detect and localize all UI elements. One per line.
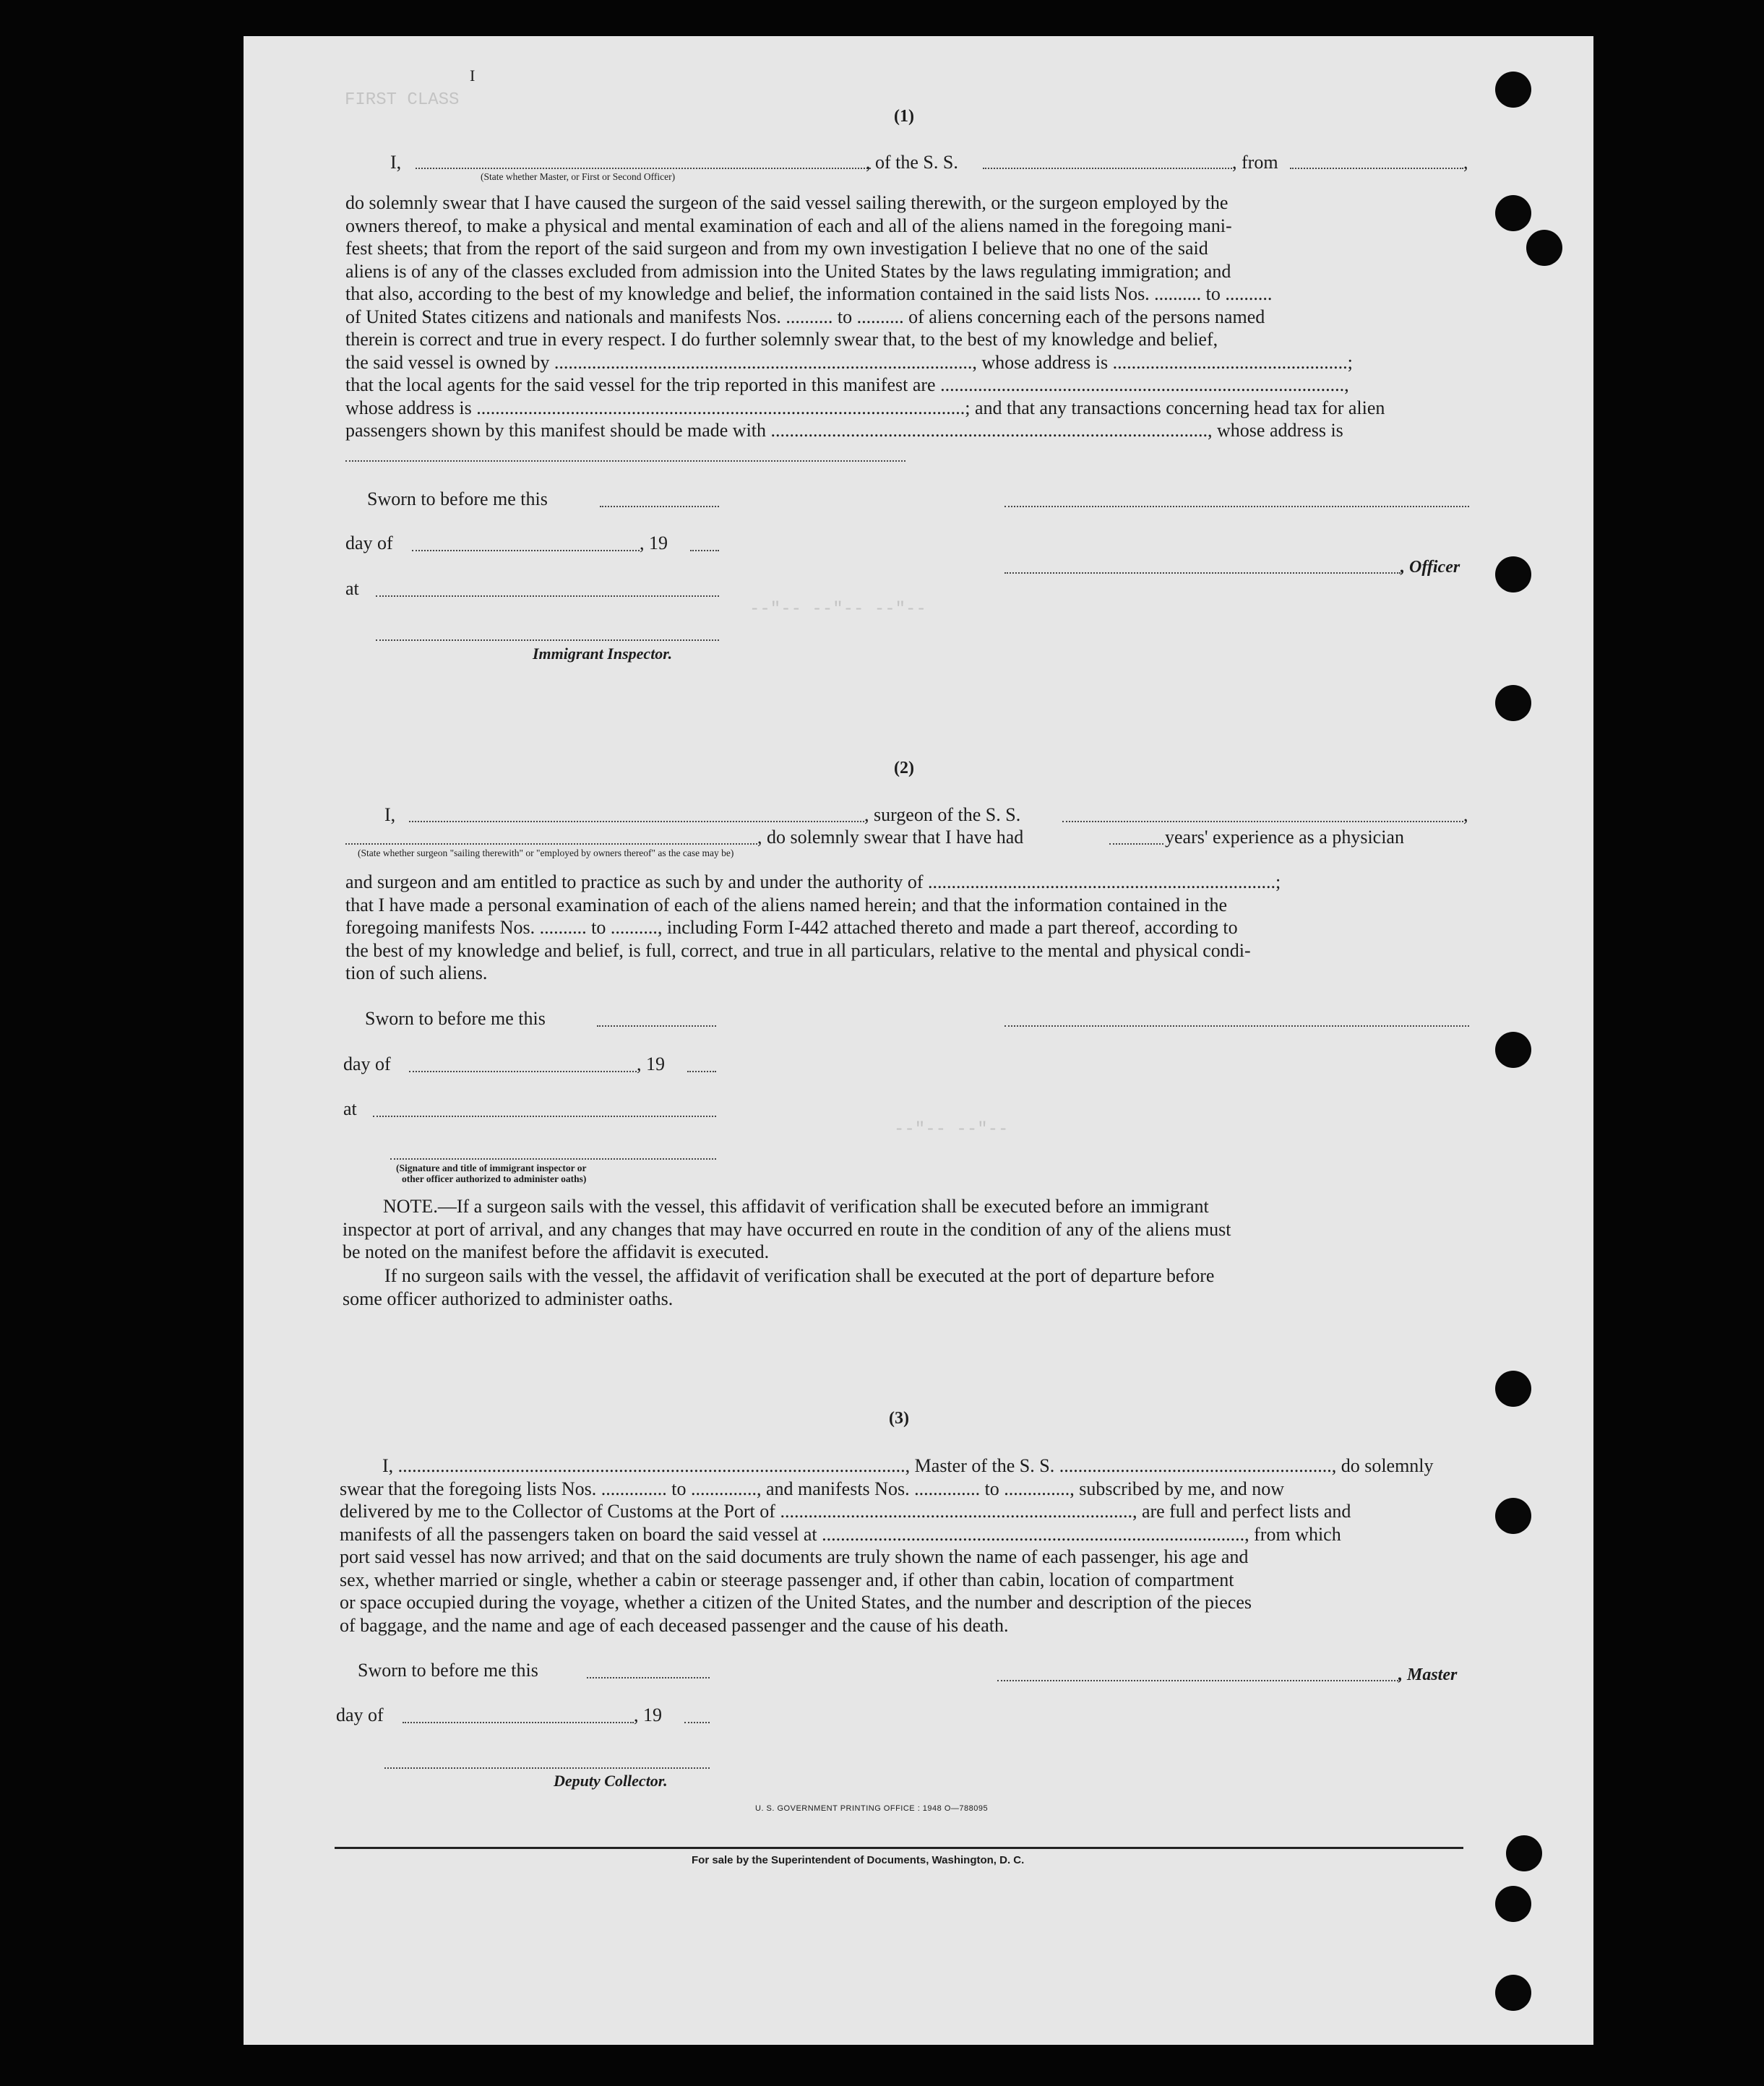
- oath-line: of United States citizens and nationals and manifests Nos. .......... to .......... of aliens concerning each of the persons named: [345, 306, 1265, 327]
- section-2-oath-text: [345, 871, 1469, 985]
- surgeon-of-label: , surgeon of the S. S.: [864, 804, 1021, 825]
- year-field[interactable]: [687, 1071, 716, 1072]
- punch-hole: [1495, 1498, 1531, 1534]
- oath-line: I, ............................................................................................................, Master of the S. S. .........................................................., do solemnly: [382, 1455, 1434, 1476]
- oath-line: or space occupied during the voyage, whether a citizen of the United States, and the number and description of the pieces: [340, 1592, 1252, 1613]
- years-experience-field[interactable]: [1109, 843, 1163, 845]
- section-1-number: (1): [894, 107, 914, 126]
- at-field[interactable]: [376, 595, 719, 597]
- oath-line: that the local agents for the said vessel for the trip reported in this manifest are ......................................................................................,: [345, 374, 1349, 395]
- inspector-signature-field[interactable]: [390, 1158, 716, 1160]
- section-1-oath-text: [345, 191, 1469, 442]
- punch-hole: [1495, 195, 1531, 231]
- corner-mark: I: [470, 66, 476, 85]
- officer-label: , Officer: [1401, 558, 1460, 577]
- head-tax-address-field[interactable]: [345, 460, 905, 462]
- sworn-date-field[interactable]: [600, 506, 719, 507]
- signature-hint: other officer authorized to administer oaths): [402, 1173, 587, 1184]
- oath-line: therein is correct and true in every respect. I do further solemnly swear that, to the best of my knowledge and belief,: [345, 329, 1218, 350]
- departure-port-field[interactable]: [1290, 168, 1463, 169]
- comma: ,: [1463, 152, 1468, 173]
- oath-line: foregoing manifests Nos. .......... to .........., including Form I-442 attached thereto and made a part thereof, according to: [345, 917, 1238, 938]
- year-label: , 19: [634, 1704, 662, 1725]
- bleed-through-text: --"-- --"--: [894, 1120, 1009, 1139]
- note-line: some officer authorized to administer oaths.: [343, 1288, 674, 1309]
- sale-footer: For sale by the Superintendent of Documents, Washington, D. C.: [692, 1854, 1025, 1866]
- oath-line: manifests of all the passengers taken on board the said vessel at .........................................................................................., from which: [340, 1523, 1341, 1545]
- punch-hole: [1495, 1886, 1531, 1922]
- collector-signature-field[interactable]: [384, 1767, 710, 1769]
- master-signature-field[interactable]: [997, 1680, 1398, 1681]
- year-field[interactable]: [684, 1722, 710, 1723]
- sworn-label: Sworn to before me this: [367, 488, 548, 509]
- surgeon-status-hint: (State whether surgeon "sailing therewith" or "employed by owners thereof" as the case may be): [358, 848, 734, 858]
- oath-line: delivered by me to the Collector of Customs at the Port of ..........................................................................., are full and perfect lists and: [340, 1501, 1351, 1522]
- at-label: at: [343, 1098, 357, 1119]
- day-of-label: day of: [336, 1704, 384, 1725]
- officer-rank-hint: (State whether Master, or First or Second Officer): [481, 171, 676, 182]
- year-field[interactable]: [690, 550, 719, 551]
- surgeon-signature-field[interactable]: [1004, 1025, 1469, 1027]
- sworn-label: Sworn to before me this: [365, 1008, 546, 1029]
- section-3-oath-text: [340, 1454, 1466, 1637]
- comma: ,: [1463, 804, 1468, 825]
- surgeon-name-field[interactable]: [409, 821, 864, 822]
- deputy-collector-label: Deputy Collector.: [554, 1772, 668, 1790]
- note-line: NOTE.—If a surgeon sails with the vessel, this affidavit of verification shall be executed before an immigrant: [383, 1196, 1209, 1217]
- oath-line: port said vessel has now arrived; and that on the said documents are truly shown the name of each passenger, his age and: [340, 1546, 1249, 1567]
- oath-line: tion of such aliens.: [345, 962, 488, 983]
- punch-hole: [1506, 1835, 1542, 1871]
- day-of-field[interactable]: [412, 550, 640, 551]
- oath-line: that I have made a personal examination of each of the aliens named herein; and that the information contained in the: [345, 894, 1228, 915]
- vessel-name-field[interactable]: [983, 168, 1232, 169]
- oath-line: of baggage, and the name and age of each deceased passenger and the cause of his death.: [340, 1614, 1009, 1636]
- punch-hole: [1495, 1371, 1531, 1407]
- year-label: , 19: [640, 533, 668, 553]
- note-line: be noted on the manifest before the affidavit is executed.: [343, 1241, 770, 1262]
- oath-line: the said vessel is owned by ........................................................................................., whose address is ..................................................;: [345, 351, 1353, 373]
- officer-name-field[interactable]: [416, 168, 871, 169]
- oath-line: that also, according to the best of my knowledge and belief, the information contained in the said lists Nos. .......... to ..........: [345, 283, 1273, 304]
- note-paragraph: [343, 1195, 1468, 1264]
- section-3-number: (3): [889, 1409, 909, 1428]
- sworn-date-field[interactable]: [587, 1677, 710, 1678]
- footer-rule: [335, 1847, 1463, 1849]
- bleed-through-text: --"-- --"-- --"--: [749, 600, 926, 619]
- oath-line: and surgeon and am entitled to practice as such by and under the authority of ..........................................................................;: [345, 871, 1281, 892]
- bleed-through-text: FIRST CLASS: [345, 90, 460, 110]
- punch-hole: [1495, 685, 1531, 721]
- immigrant-inspector-label: Immigrant Inspector.: [533, 645, 673, 663]
- surgeon-affiant-label: I,: [384, 804, 396, 825]
- oath-line: sex, whether married or single, whether a cabin or steerage passenger and, if other than cabin, location of compartment: [340, 1569, 1234, 1590]
- note-paragraph-2: [343, 1264, 1468, 1310]
- punch-hole: [1526, 230, 1562, 266]
- oath-line: the best of my knowledge and belief, is full, correct, and true in all particulars, relative to the mental and physical condi-: [345, 939, 1251, 961]
- oath-line: owners thereof, to make a physical and mental examination of each and all of the aliens named in the foregoing mani-: [345, 215, 1232, 236]
- affiant-label: I,: [390, 152, 402, 173]
- master-label: , Master: [1398, 1665, 1458, 1684]
- day-of-field[interactable]: [409, 1071, 637, 1072]
- sworn-date-field[interactable]: [597, 1025, 716, 1027]
- year-label: , 19: [637, 1053, 665, 1074]
- signature-hint: (Signature and title of immigrant inspector or: [396, 1163, 587, 1173]
- oath-line: do solemnly swear that I have caused the surgeon of the said vessel sailing therewith, or the surgeon employed by the: [345, 192, 1229, 213]
- at-label: at: [345, 578, 359, 599]
- of-the-ss-label: , of the S. S.: [866, 152, 958, 173]
- section-2-number: (2): [894, 759, 914, 777]
- note-line: If no surgeon sails with the vessel, the affidavit of verification shall be executed at the port of departure before: [384, 1265, 1215, 1286]
- officer-signature-line-1[interactable]: [1004, 506, 1469, 507]
- oath-line: aliens is of any of the classes excluded from admission into the United States by the laws regulating immigration; and: [345, 260, 1231, 282]
- surgeon-status-field[interactable]: [345, 843, 757, 845]
- punch-hole: [1495, 1032, 1531, 1068]
- day-of-label: day of: [343, 1053, 391, 1074]
- day-of-field[interactable]: [403, 1722, 634, 1723]
- punch-hole: [1495, 556, 1531, 592]
- surgeon-swear-label: , do solemnly swear that I have had: [757, 827, 1024, 848]
- oath-line: swear that the foregoing lists Nos. .............. to .............., and manifests Nos. .............. to .............., subscribed by me, and now: [340, 1478, 1285, 1499]
- oath-line: passengers shown by this manifest should be made with ............................................................................................., whose address is: [345, 420, 1343, 441]
- at-field[interactable]: [373, 1116, 716, 1117]
- oath-line: fest sheets; that from the report of the said surgeon and from my own investigation I believe that no one of the said: [345, 238, 1208, 259]
- sworn-label: Sworn to before me this: [358, 1660, 538, 1681]
- inspector-signature-field[interactable]: [376, 639, 719, 641]
- printing-office-imprint: U. S. GOVERNMENT PRINTING OFFICE : 1948 O—788095: [755, 1804, 989, 1813]
- officer-signature-field[interactable]: [1004, 572, 1401, 574]
- punch-hole: [1495, 72, 1531, 108]
- punch-hole: [1495, 1975, 1531, 2011]
- oath-line: whose address is ........................................................................................................; and that any transactions concerning head tax for alien: [345, 397, 1385, 418]
- day-of-label: day of: [345, 533, 393, 553]
- years-label: years' experience as a physician: [1165, 827, 1404, 848]
- from-label: , from: [1232, 152, 1278, 173]
- surgeon-vessel-field[interactable]: [1062, 821, 1463, 822]
- note-line: inspector at port of arrival, and any changes that may have occurred en route in the condition of any of the aliens must: [343, 1218, 1231, 1240]
